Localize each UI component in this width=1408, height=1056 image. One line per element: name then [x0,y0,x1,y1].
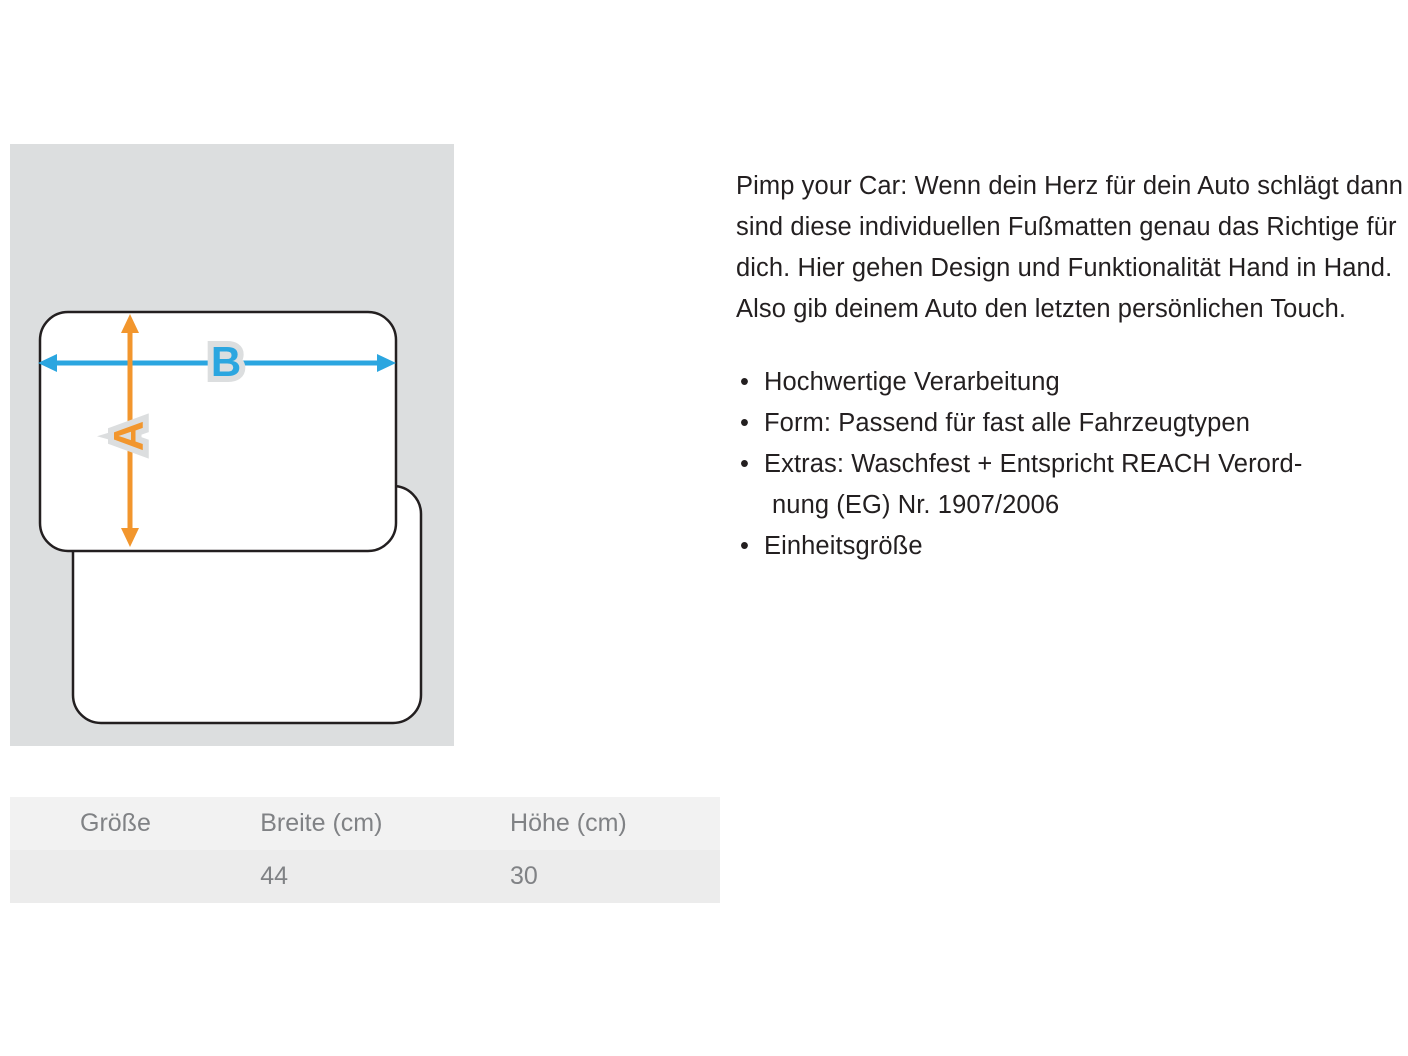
feature-text: Form: Passend für fast alle Fahrzeugtypen [764,408,1250,437]
table-row [10,850,720,903]
cell-size [10,850,248,903]
feature-text: Extras: Waschfest + Entspricht REACH Verord- [764,449,1303,478]
size-table-body [10,850,720,903]
product-description-column [736,140,1408,583]
size-table-header [10,797,720,850]
feature-text-continuation: nung (EG) Nr. 1907/2006 [772,490,1060,519]
bullet-marker: • [740,408,750,437]
cell-height: 30 [510,862,538,890]
dimension-diagram-panel [10,144,454,746]
list-item [736,444,1408,526]
list-item [736,403,1408,444]
product-intro-text: Pimp your Car: Wenn dein Herz für dein Auto schlägt dann sind diese individuellen Fußmatten genau das Richtige für dich. Hier gehen Design und Funktionalität Hand in Hand. Also gib deinem Auto den letzten persönlichen Touch. [736,171,1404,323]
car-mat-dimension-diagram [10,144,454,746]
feature-text: Hochwertige Verarbeitung [764,367,1060,396]
width-label: B [210,338,242,385]
size-table [10,797,720,903]
height-label: A [105,420,152,452]
bullet-marker: • [740,367,750,396]
table-row [10,797,720,850]
column-header-size: Größe [80,809,151,837]
feature-text: Einheitsgröße [764,531,923,560]
product-feature-list [736,362,1408,567]
bullet-marker: • [740,531,750,560]
column-header-height: Höhe (cm) [510,809,627,837]
column-header-width: Breite (cm) [260,809,383,837]
list-item [736,362,1408,403]
bullet-marker: • [740,449,750,478]
cell-width: 44 [260,862,288,890]
list-item [736,526,1408,567]
